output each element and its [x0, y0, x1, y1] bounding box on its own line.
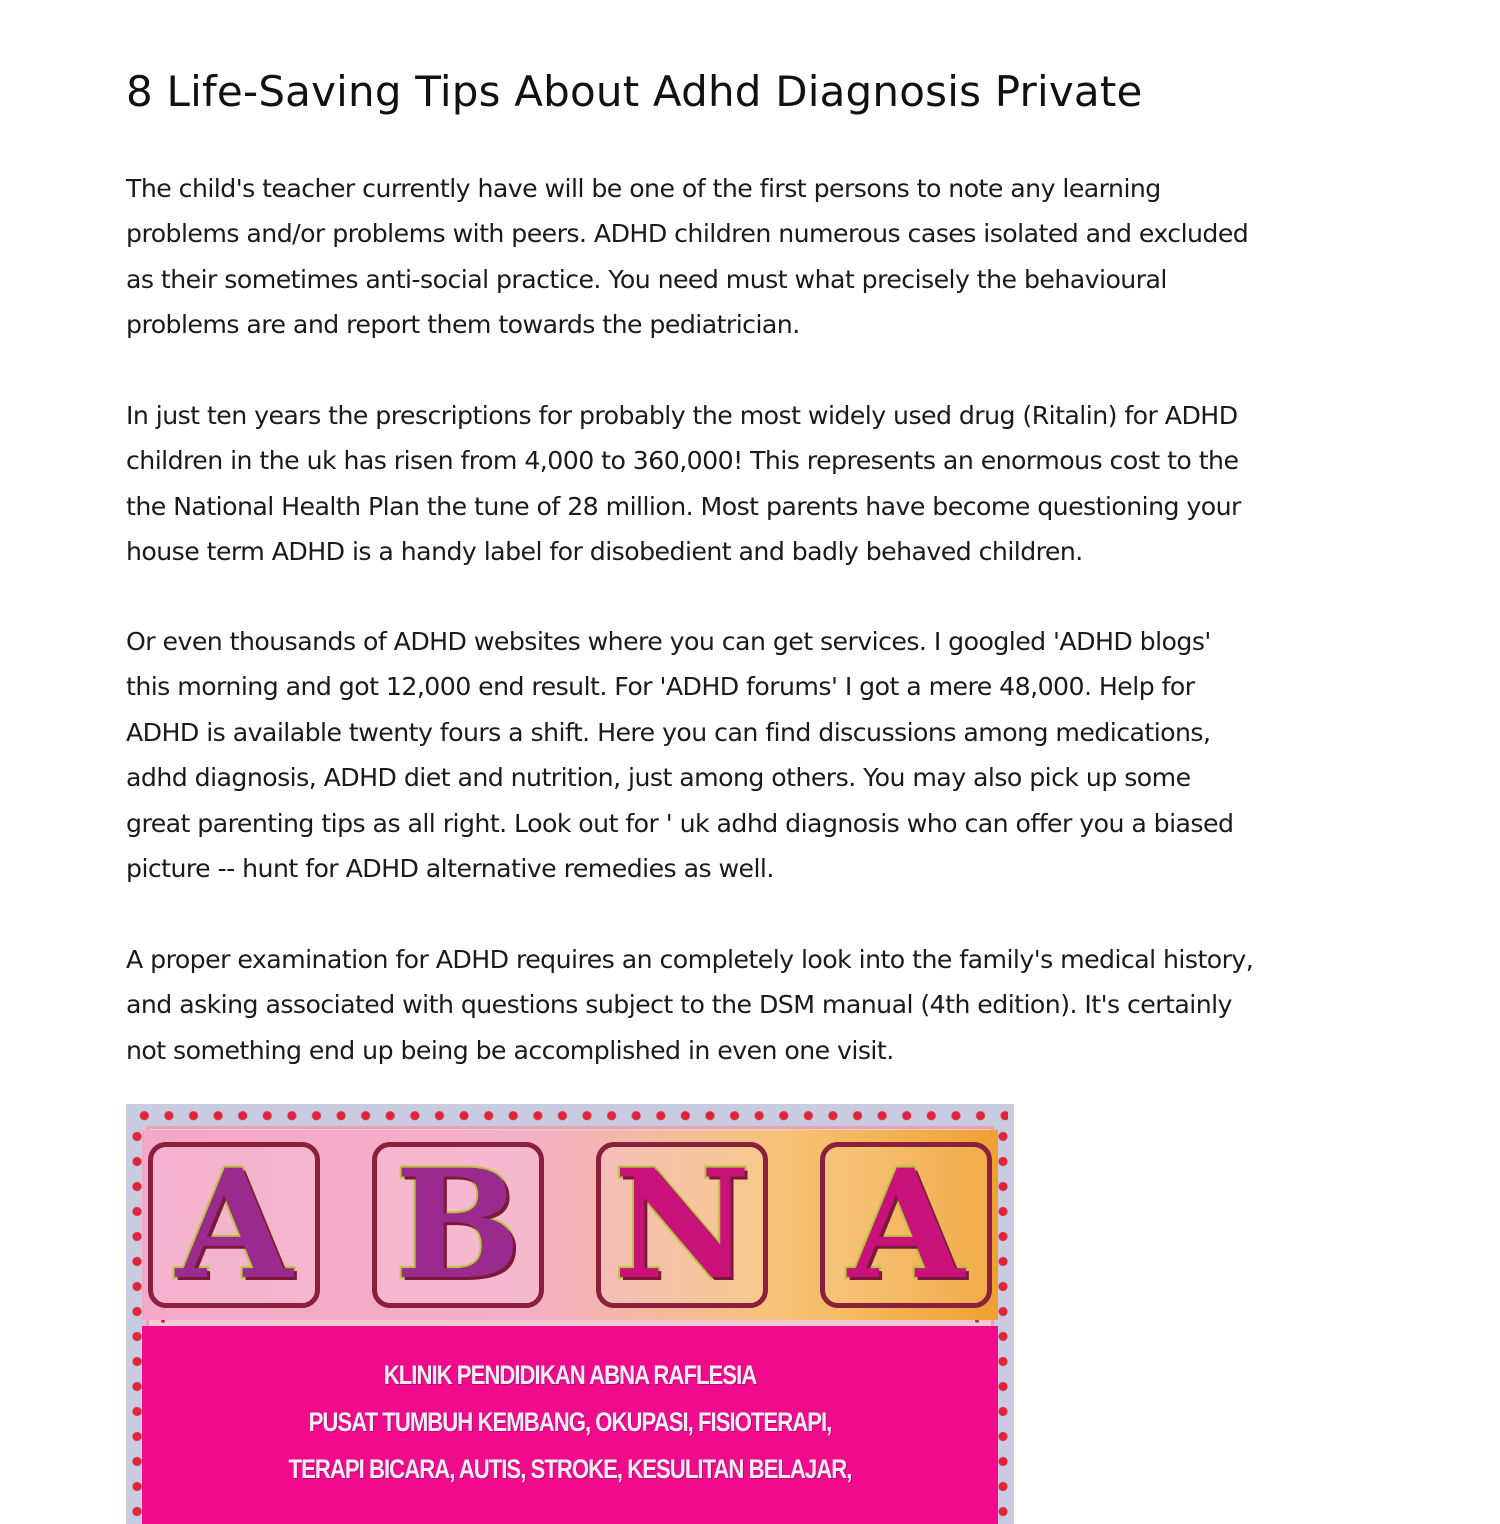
letter-tile — [820, 1137, 992, 1313]
page-title: 8 Life-Saving Tips About Adhd Diagnosis Private — [126, 67, 1143, 116]
heart-border-icon — [132, 1108, 1008, 1122]
text-line: not something end up being be accomplished in even one visit. — [126, 1035, 894, 1065]
text-line: house term ADHD is a handy label for disobedient and badly behaved children. — [126, 537, 1083, 567]
paragraph-prescriptions — [126, 393, 1386, 575]
caption-line: KLINIK PENDIDIKAN ABNA RAFLESIA — [383, 1360, 757, 1390]
text-line: A proper examination for ADHD requires an completely look into the family's medical history, — [126, 945, 1254, 974]
caption-line: PUSAT TUMBUH KEMBANG, OKUPASI, FISIOTERAPI, — [308, 1407, 832, 1437]
text-line: great parenting tips as all right. Look out for ' uk adhd diagnosis who can offer you a biased — [126, 808, 1234, 838]
text-line: Or even thousands of ADHD websites where you can get services. I googled 'ADHD blogs' — [126, 627, 1211, 656]
letter: B — [394, 1137, 522, 1313]
abna-letter-tiles — [142, 1130, 998, 1320]
text-line: as their sometimes anti-social practice. You need must what precisely the behavioural — [126, 264, 1167, 294]
text-line: problems and/or problems with peers. ADHD children numerous cases isolated and excluded — [126, 219, 1249, 249]
text-line: the National Health Plan the tune of 28 million. Most parents have become questioning your — [126, 491, 1241, 521]
letter: A — [175, 1137, 293, 1313]
paragraph-examination — [126, 937, 1386, 1073]
caption-line: TERAPI BICARA, AUTIS, STROKE, KESULITAN BELAJAR, — [288, 1454, 852, 1484]
text-line: The child's teacher currently have will be one of the first persons to note any learning — [126, 174, 1161, 203]
text-line: and asking associated with questions subject to the DSM manual (4th edition). It's certainly — [126, 990, 1232, 1020]
letter: N — [613, 1137, 751, 1313]
text-line: this morning and got 12,000 end result. For 'ADHD forums' I got a mere 48,000. Help for — [126, 672, 1195, 702]
letter-tile — [148, 1137, 320, 1313]
paragraph-teacher — [126, 166, 1386, 348]
text-line: children in the uk has risen from 4,000 to 360,000! This represents an enormous cost to the — [126, 446, 1239, 476]
letter-tile — [372, 1137, 544, 1313]
clinic-caption-panel — [142, 1326, 998, 1524]
letter: A — [847, 1137, 965, 1313]
letter-tile — [596, 1137, 768, 1313]
text-line: ADHD is available twenty fours a shift. Here you can find discussions among medications, — [126, 717, 1211, 747]
text-line: picture -- hunt for ADHD alternative remedies as well. — [126, 854, 774, 884]
abna-clinic-image — [126, 1104, 1014, 1524]
text-line: In just ten years the prescriptions for probably the most widely used drug (Ritalin) for ADHD — [126, 401, 1238, 430]
text-line: adhd diagnosis, ADHD diet and nutrition, just among others. You may also pick up some — [126, 763, 1191, 793]
text-line: problems are and report them towards the pediatrician. — [126, 310, 800, 340]
paragraph-websites — [126, 619, 1386, 891]
heart-border-icon — [996, 1124, 1010, 1524]
